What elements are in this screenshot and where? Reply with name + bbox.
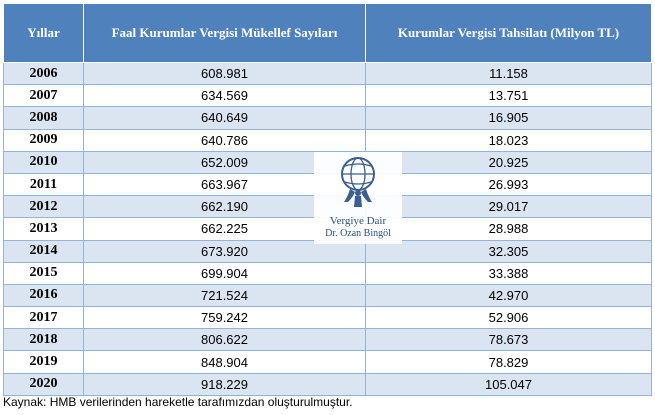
table-row <box>4 262 652 284</box>
watermark-name: Vergiye Dair <box>329 215 387 227</box>
header-years: Yıllar <box>4 4 84 63</box>
cell-taxpayer-count: 640.786 <box>84 129 366 151</box>
cell-taxpayer-count: 652.009 <box>84 151 366 173</box>
cell-taxpayer-count: 721.524 <box>84 284 366 306</box>
cell-taxpayer-count: 848.904 <box>84 351 366 373</box>
cell-year: 2013 <box>4 218 84 240</box>
globe-atlas-icon <box>328 152 388 210</box>
cell-taxpayer-count: 634.569 <box>84 85 366 107</box>
source-note: Kaynak: HMB verilerinden hareketle tarafımızdan oluşturulmuştur. <box>3 395 353 409</box>
cell-tax-revenue: 32.305 <box>366 240 652 262</box>
header-tax-revenue: Kurumlar Vergisi Tahsilatı (Milyon TL) <box>366 4 652 63</box>
cell-taxpayer-count: 608.981 <box>84 63 366 85</box>
cell-year: 2007 <box>4 85 84 107</box>
table-row <box>4 107 652 129</box>
cell-tax-revenue: 18.023 <box>366 129 652 151</box>
cell-tax-revenue: 33.388 <box>366 262 652 284</box>
table-row <box>4 63 652 85</box>
cell-year: 2018 <box>4 329 84 351</box>
cell-taxpayer-count: 662.190 <box>84 196 366 218</box>
cell-tax-revenue: 42.970 <box>366 284 652 306</box>
cell-tax-revenue: 78.673 <box>366 329 652 351</box>
cell-year: 2015 <box>4 262 84 284</box>
cell-year: 2006 <box>4 63 84 85</box>
cell-tax-revenue: 16.905 <box>366 107 652 129</box>
cell-tax-revenue: 105.047 <box>366 373 652 395</box>
table-row <box>4 373 652 395</box>
cell-year: 2012 <box>4 196 84 218</box>
table-row <box>4 129 652 151</box>
watermark-author: Dr. Ozan Bingöl <box>325 228 391 239</box>
cell-taxpayer-count: 759.242 <box>84 307 366 329</box>
table-row <box>4 85 652 107</box>
cell-taxpayer-count: 806.622 <box>84 329 366 351</box>
cell-tax-revenue: 13.751 <box>366 85 652 107</box>
cell-tax-revenue: 11.158 <box>366 63 652 85</box>
cell-tax-revenue: 20.925 <box>366 151 652 173</box>
cell-taxpayer-count: 663.967 <box>84 173 366 195</box>
cell-tax-revenue: 26.993 <box>366 173 652 195</box>
header-taxpayer-count: Faal Kurumlar Vergisi Mükellef Sayıları <box>84 4 366 63</box>
table-row <box>4 329 652 351</box>
cell-tax-revenue: 52.906 <box>366 307 652 329</box>
cell-year: 2019 <box>4 351 84 373</box>
cell-year: 2017 <box>4 307 84 329</box>
cell-year: 2016 <box>4 284 84 306</box>
cell-year: 2008 <box>4 107 84 129</box>
cell-tax-revenue: 29.017 <box>366 196 652 218</box>
cell-taxpayer-count: 918.229 <box>84 373 366 395</box>
cell-year: 2014 <box>4 240 84 262</box>
cell-year: 2009 <box>4 129 84 151</box>
cell-taxpayer-count: 662.225 <box>84 218 366 240</box>
table-row <box>4 351 652 373</box>
cell-tax-revenue: 78.829 <box>366 351 652 373</box>
cell-tax-revenue: 28.988 <box>366 218 652 240</box>
cell-year: 2020 <box>4 373 84 395</box>
cell-year: 2010 <box>4 151 84 173</box>
cell-taxpayer-count: 673.920 <box>84 240 366 262</box>
header-row <box>4 4 652 63</box>
table-row <box>4 284 652 306</box>
table-row <box>4 307 652 329</box>
cell-taxpayer-count: 640.649 <box>84 107 366 129</box>
cell-year: 2011 <box>4 173 84 195</box>
watermark-logo <box>314 152 402 244</box>
cell-taxpayer-count: 699.904 <box>84 262 366 284</box>
